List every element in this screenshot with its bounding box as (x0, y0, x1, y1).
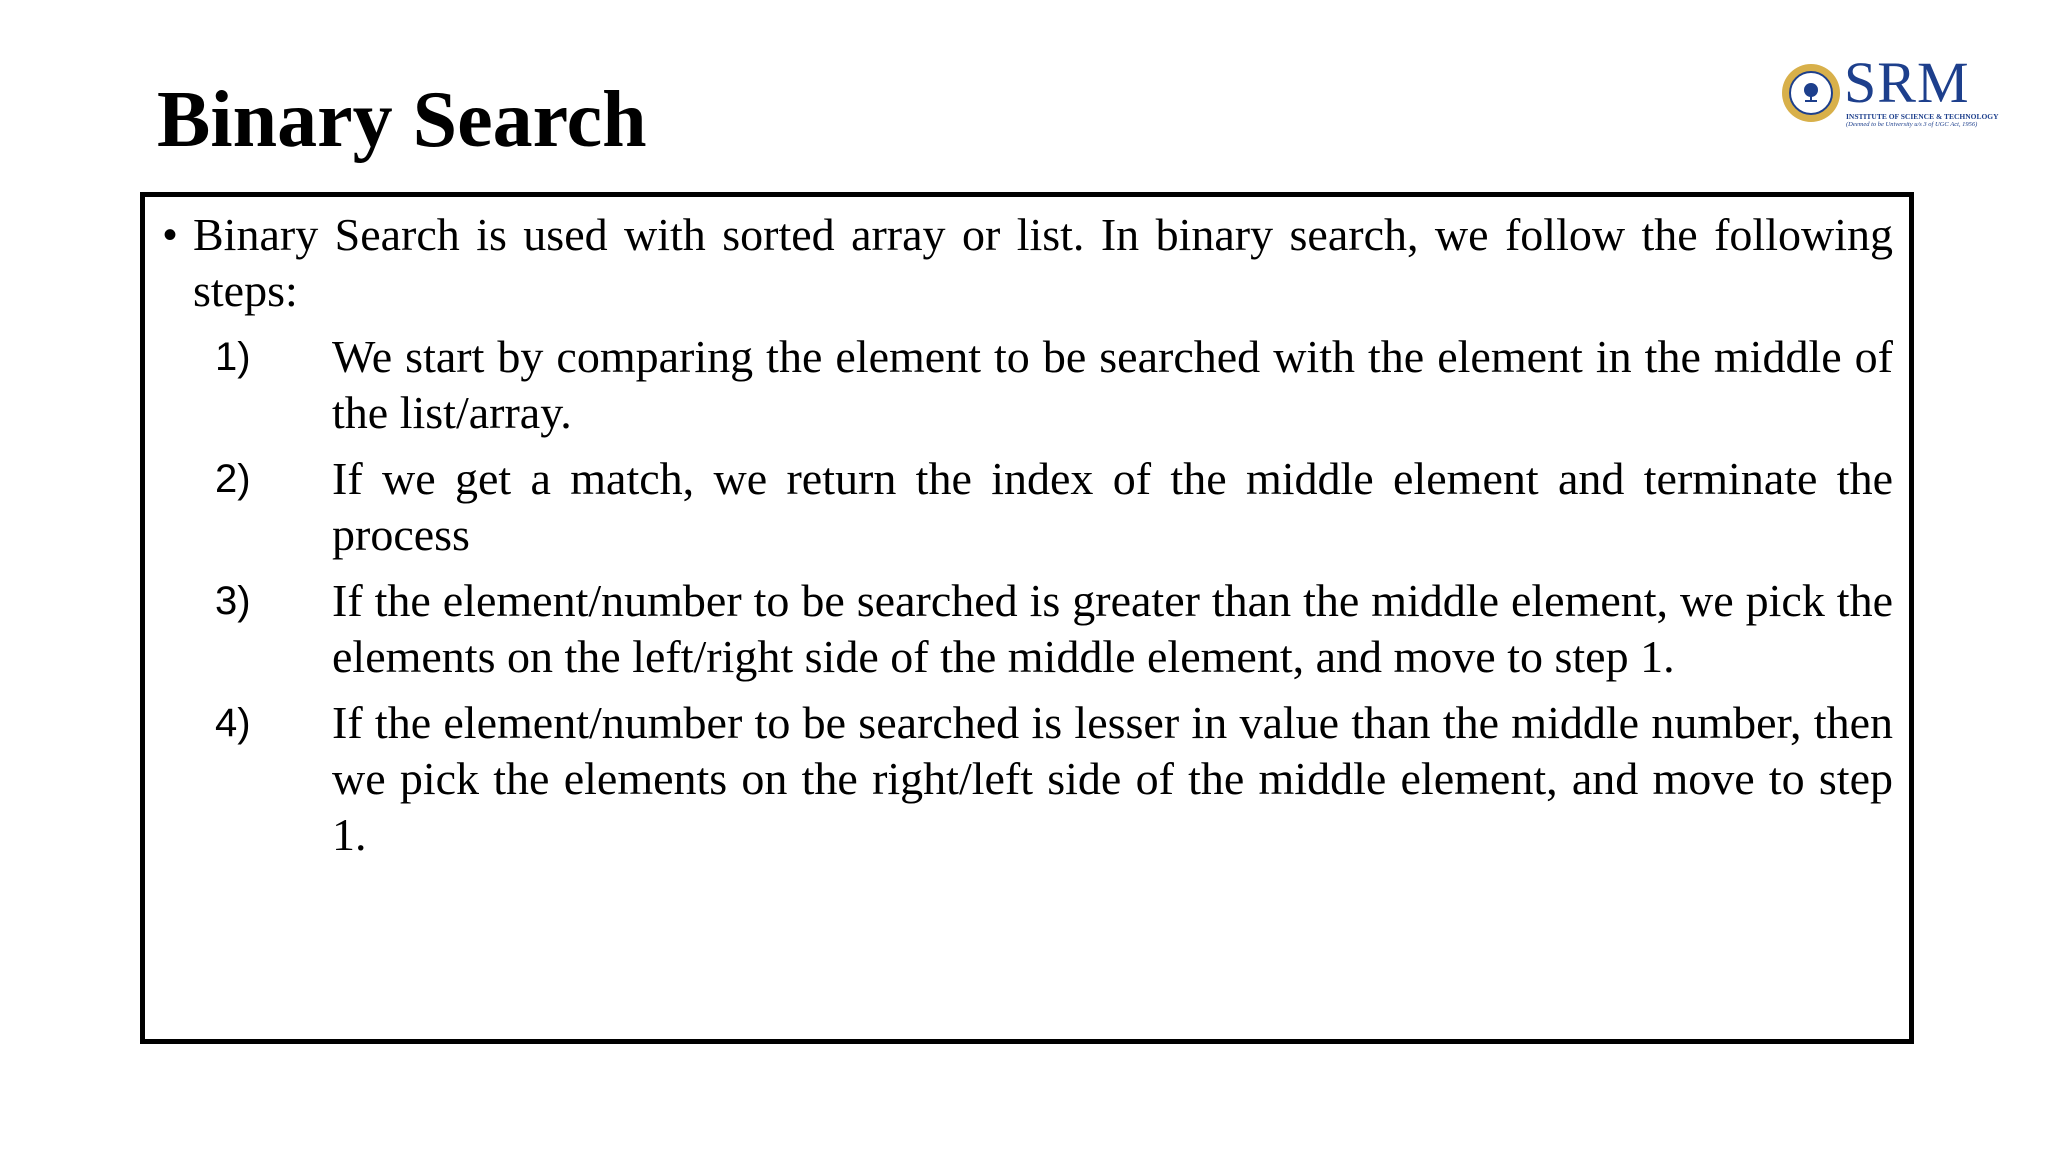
step-number: 2) (215, 457, 251, 501)
step-text: If we get a match, we return the index of the middle element and terminate the process (332, 453, 1893, 560)
step-item (215, 329, 1893, 441)
step-item (215, 695, 1893, 863)
step-number: 3) (215, 579, 251, 623)
seal-icon (1782, 64, 1840, 122)
logo-wordmark: SRM (1844, 50, 1970, 115)
intro-bullet (163, 207, 1893, 319)
bullet-icon: • (163, 213, 178, 257)
step-text: We start by comparing the element to be searched with the element in the middle of the list/array. (332, 331, 1893, 438)
logo-subtitle: (Deemed to be University u/s 3 of UGC Act, 1956) (1846, 121, 1978, 128)
slide-title: Binary Search (157, 76, 647, 164)
step-number: 1) (215, 335, 251, 379)
step-item (215, 451, 1893, 563)
step-item (215, 573, 1893, 685)
steps-list (215, 329, 1893, 873)
step-text: If the element/number to be searched is lesser in value than the middle number, then we pick the elements on the right/left side of the middle element, and move to step 1. (332, 697, 1893, 860)
logo-tagline: INSTITUTE OF SCIENCE & TECHNOLOGY (1846, 112, 1999, 121)
tree-icon (1800, 81, 1822, 103)
srm-logo (1782, 50, 1999, 132)
step-text: If the element/number to be searched is greater than the middle element, we pick the elements on the left/right side of the middle element, and move to step 1. (332, 575, 1893, 682)
step-number: 4) (215, 701, 251, 745)
content-box (140, 192, 1914, 1044)
intro-text: Binary Search is used with sorted array or list. In binary search, we follow the following steps: (193, 209, 1893, 316)
